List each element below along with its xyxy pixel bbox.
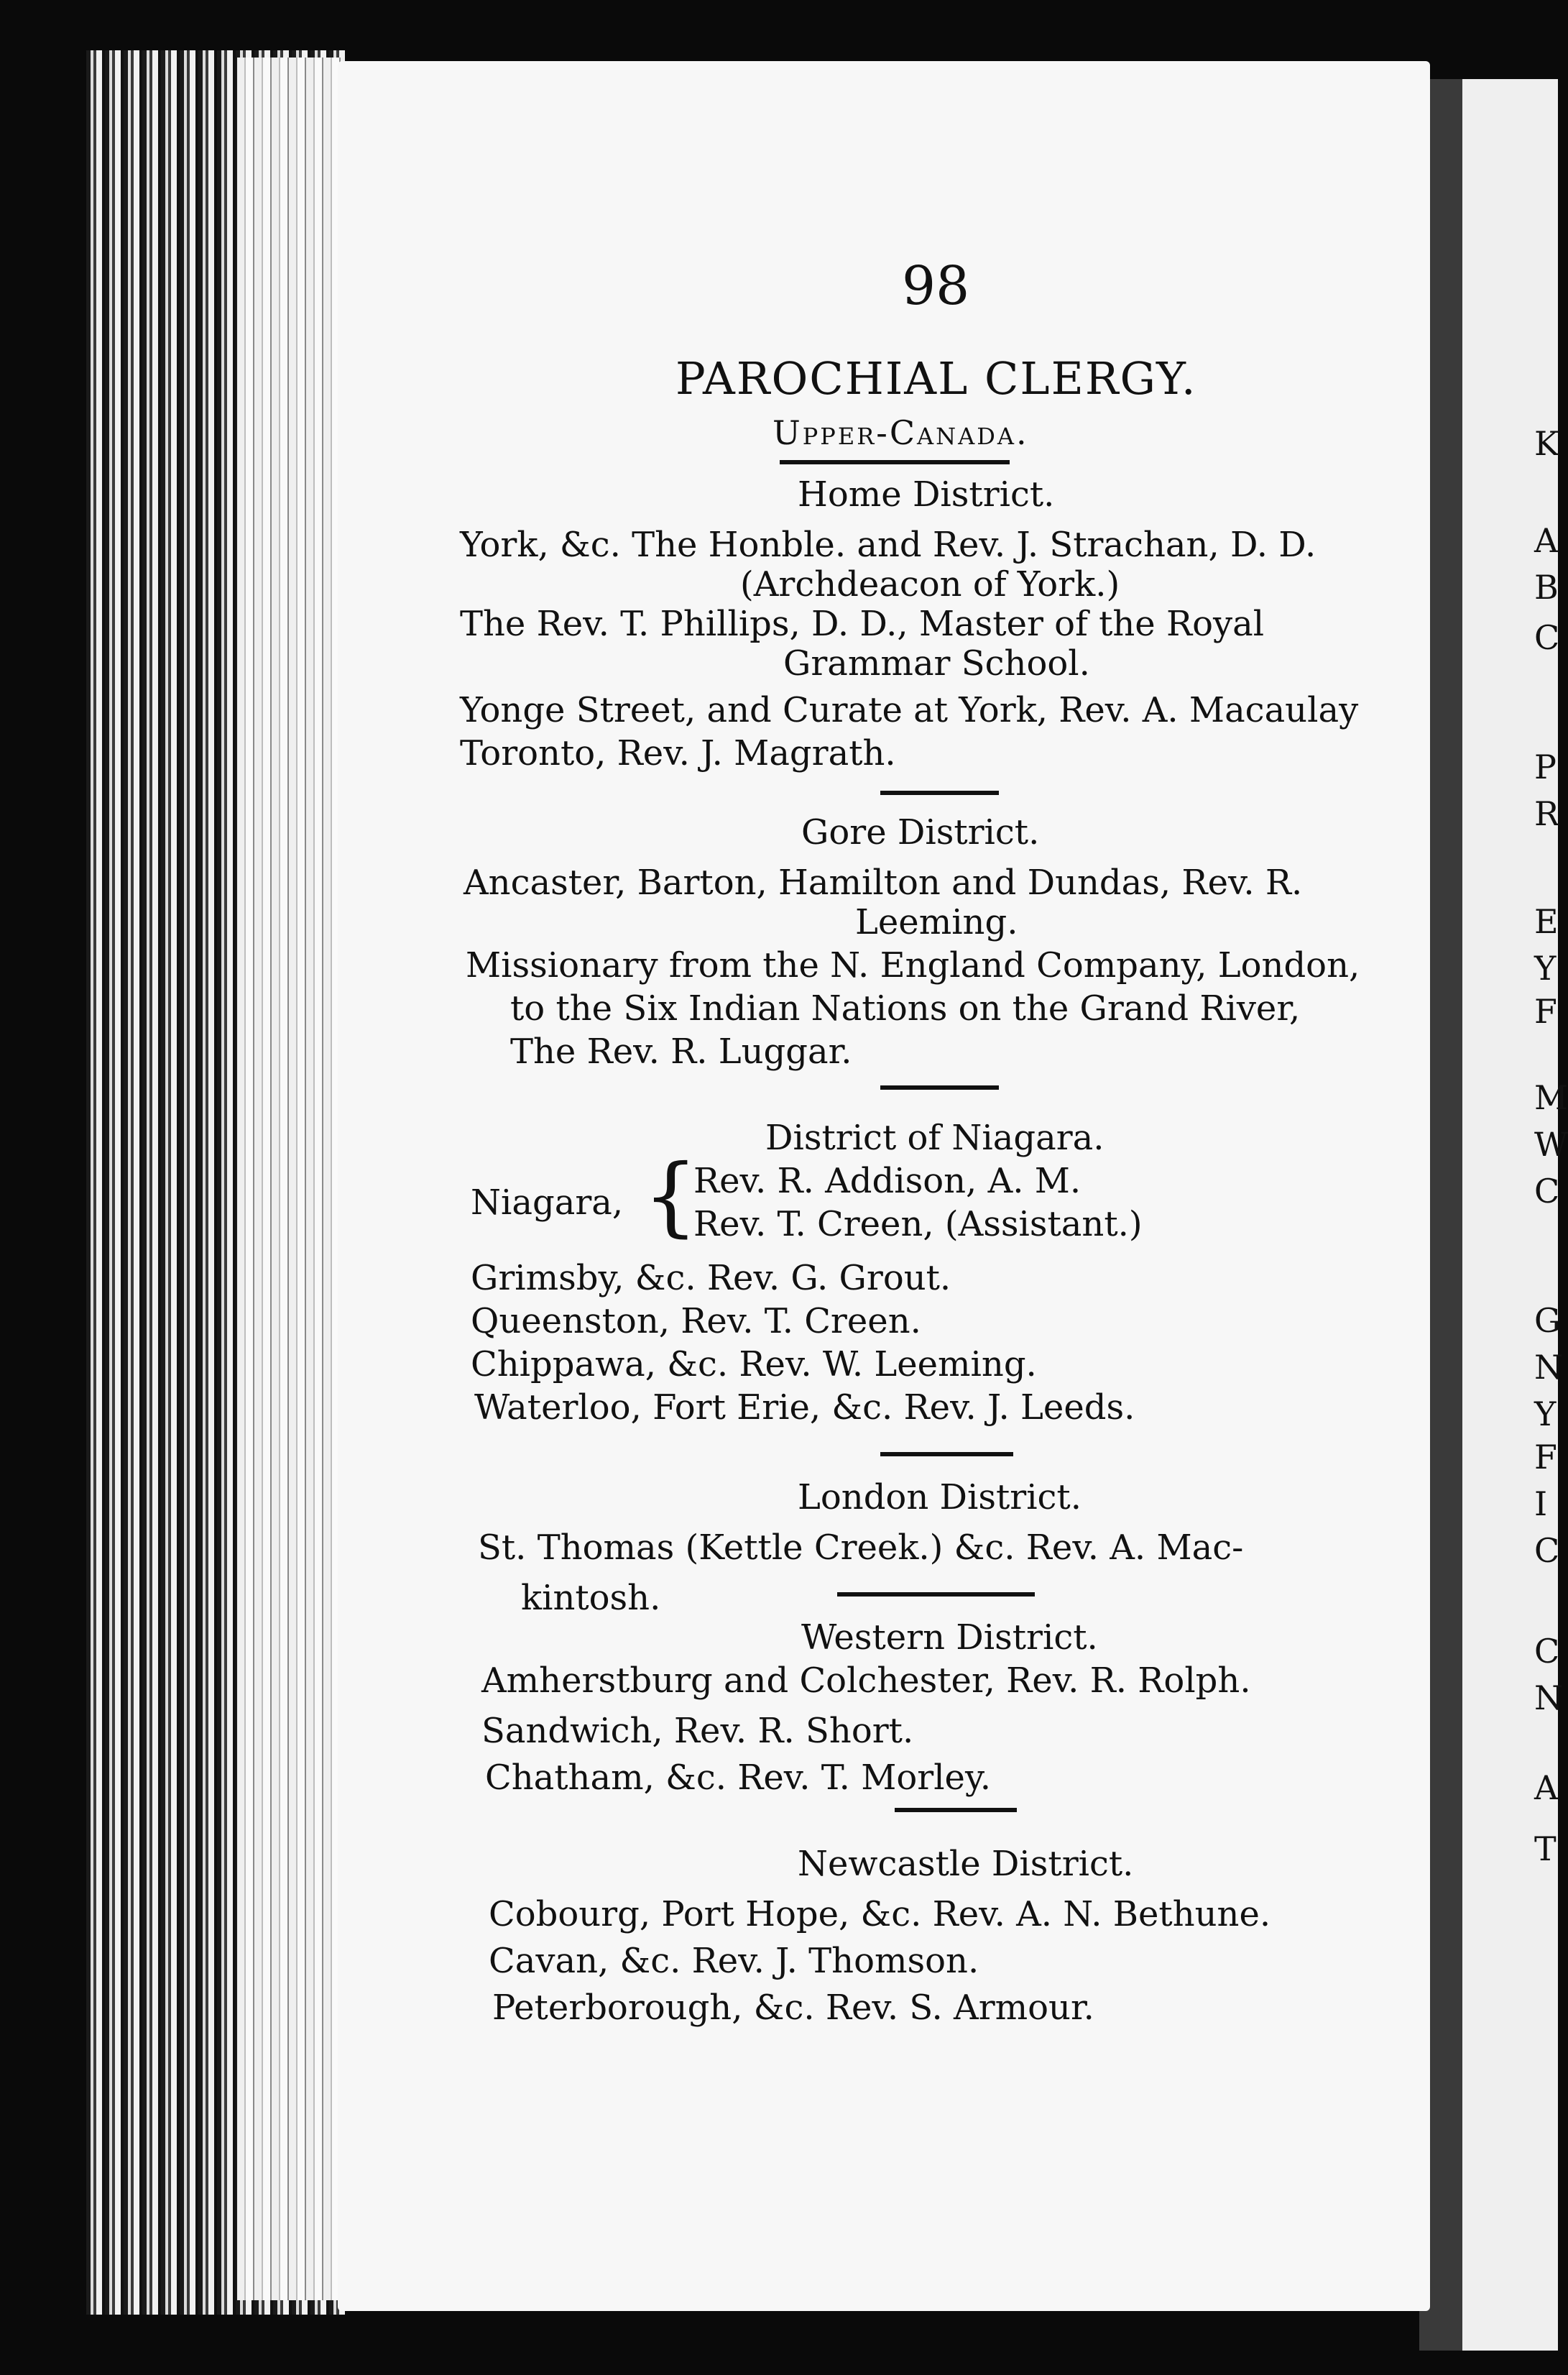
facing-page-letter: T [1534, 1829, 1557, 1868]
entry-label: Niagara, [471, 1182, 624, 1223]
facing-page [1419, 79, 1558, 2351]
facing-page-letter: N [1534, 1678, 1564, 1717]
facing-page-letter: W [1534, 1125, 1568, 1164]
divider [780, 460, 1010, 464]
entry-line: St. Thomas (Kettle Creek.) &c. Rev. A. Mac- [478, 1528, 1244, 1568]
facing-page-letter: B [1534, 568, 1559, 607]
entry-line: Cobourg, Port Hope, &c. Rev. A. N. Bethune. [489, 1894, 1271, 1934]
entry-line: Peterborough, &c. Rev. S. Armour. [492, 1988, 1094, 2028]
facing-page-letter: F [1534, 992, 1557, 1031]
facing-page-letter: A [1534, 521, 1559, 560]
divider [880, 791, 999, 795]
facing-page-letter: P [1534, 748, 1557, 786]
entry-line: Waterloo, Fort Erie, &c. Rev. J. Leeds. [474, 1387, 1135, 1428]
section-heading: Newcastle District. [798, 1844, 1134, 1884]
facing-page-letter: Y [1534, 1395, 1557, 1433]
entry-line: York, &c. The Honble. and Rev. J. Strachan, D. D. [460, 525, 1316, 565]
divider [880, 1085, 999, 1090]
facing-page-letter: N [1534, 1348, 1564, 1387]
entry-line: Rev. R. Addison, A. M. [693, 1161, 1082, 1201]
page-edges-light [237, 58, 345, 2300]
page-number: 98 [902, 255, 970, 317]
entry-line: The Rev. T. Phillips, D. D., Master of the Royal [460, 604, 1265, 644]
entry-line: kintosh. [521, 1578, 661, 1618]
facing-page-letter: A [1534, 1768, 1559, 1807]
entry-line: Grimsby, &c. Rev. G. Grout. [471, 1258, 951, 1298]
entry-line: Grammar School. [783, 643, 1090, 684]
facing-page-letter: C [1534, 1172, 1560, 1211]
entry-line: to the Six Indian Nations on the Grand River, [510, 988, 1301, 1029]
divider [837, 1592, 1035, 1597]
entry-line: Sandwich, Rev. R. Short. [481, 1711, 914, 1751]
divider [880, 1452, 1013, 1456]
section-heading: Home District. [798, 474, 1055, 515]
entry-line: Chippawa, &c. Rev. W. Leeming. [471, 1344, 1037, 1384]
entry-line: Amherstburg and Colchester, Rev. R. Rolph. [481, 1660, 1251, 1701]
entry-line: Queenston, Rev. T. Creen. [471, 1301, 921, 1341]
facing-page-letter: C [1534, 1531, 1560, 1570]
section-heading: London District. [798, 1477, 1082, 1517]
entry-line: Chatham, &c. Rev. T. Morley. [485, 1758, 991, 1798]
facing-page-letter: M [1534, 1078, 1568, 1117]
entry-line: Yonge Street, and Curate at York, Rev. A. Macaulay [460, 690, 1359, 730]
facing-page-letter: C [1534, 1632, 1560, 1671]
entry-line: Ancaster, Barton, Hamilton and Dundas, Rev. R. [464, 863, 1303, 903]
facing-page-letter: I [1534, 1484, 1548, 1523]
facing-page-letter: G [1534, 1301, 1561, 1340]
entry-line: Toronto, Rev. J. Magrath. [460, 733, 896, 773]
divider [895, 1808, 1017, 1812]
section-heading: District of Niagara. [765, 1118, 1104, 1158]
facing-page-letter: K [1534, 424, 1559, 463]
entry-line: Rev. T. Creen, (Assistant.) [693, 1204, 1143, 1244]
brace: { [643, 1147, 698, 1246]
entry-line: Cavan, &c. Rev. J. Thomson. [489, 1941, 979, 1981]
facing-page-letter: C [1534, 618, 1560, 657]
section-heading: Western District. [801, 1617, 1098, 1658]
page-title: PAROCHIAL CLERGY. [675, 352, 1197, 405]
page-subtitle: Upper-Canada. [773, 413, 1029, 452]
facing-page-letter: E [1534, 902, 1559, 941]
facing-page-letter: F [1534, 1438, 1557, 1476]
entry-line: Missionary from the N. England Company, London, [466, 945, 1360, 986]
section-heading: Gore District. [801, 812, 1040, 853]
facing-page-letter: Y [1534, 949, 1557, 988]
facing-page-letter: R [1534, 794, 1559, 833]
entry-line: Leeming. [855, 902, 1018, 942]
entry-line: (Archdeacon of York.) [740, 564, 1120, 605]
entry-line: The Rev. R. Luggar. [510, 1032, 852, 1072]
